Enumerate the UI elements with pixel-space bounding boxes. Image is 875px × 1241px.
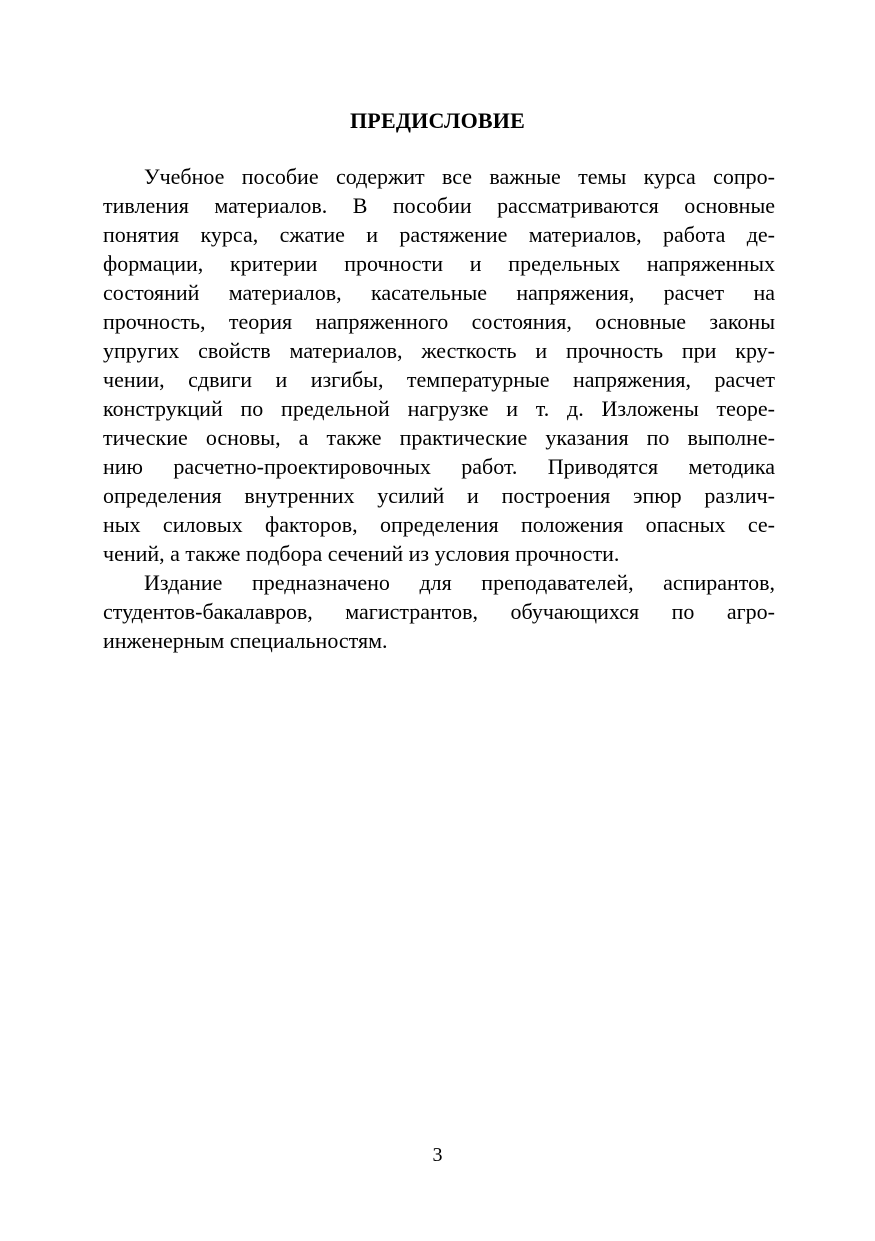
text-line: конструкций по предельной нагрузке и т. д. Изложены теоре-	[103, 396, 775, 421]
text-line: Учебное пособие содержит все важные темы курса сопро-	[144, 164, 775, 189]
text-line: инженерным специальностям.	[103, 628, 388, 653]
text-line: студентов-бакалавров, магистрантов, обучающихся по агро-	[103, 599, 775, 624]
text-line: тические основы, а также практические указания по выполне-	[103, 425, 775, 450]
text-line: определения внутренних усилий и построения эпюр различ-	[103, 483, 775, 508]
text-line: чений, а также подбора сечений из условия прочности.	[103, 541, 620, 566]
text-line: упругих свойств материалов, жесткость и прочность при кру-	[103, 338, 775, 363]
text-line: Издание предназначено для преподавателей, аспирантов,	[144, 570, 775, 595]
text-line: ных силовых факторов, определения положения опасных се-	[103, 512, 775, 537]
page-title: ПРЕДИСЛОВИЕ	[350, 108, 525, 133]
text-line: состояний материалов, касательные напряжения, расчет на	[103, 280, 775, 305]
text-line: формации, критерии прочности и предельных напряженных	[103, 251, 775, 276]
text-line: понятия курса, сжатие и растяжение материалов, работа де-	[103, 222, 775, 247]
text-line: прочность, теория напряженного состояния, основные законы	[103, 309, 775, 334]
page-number: 3	[432, 1144, 443, 1166]
text-line: чении, сдвиги и изгибы, температурные напряжения, расчет	[103, 367, 775, 392]
text-line: нию расчетно-проектировочных работ. Приводятся методика	[103, 454, 775, 479]
text-line: тивления материалов. В пособии рассматриваются основные	[103, 193, 775, 218]
